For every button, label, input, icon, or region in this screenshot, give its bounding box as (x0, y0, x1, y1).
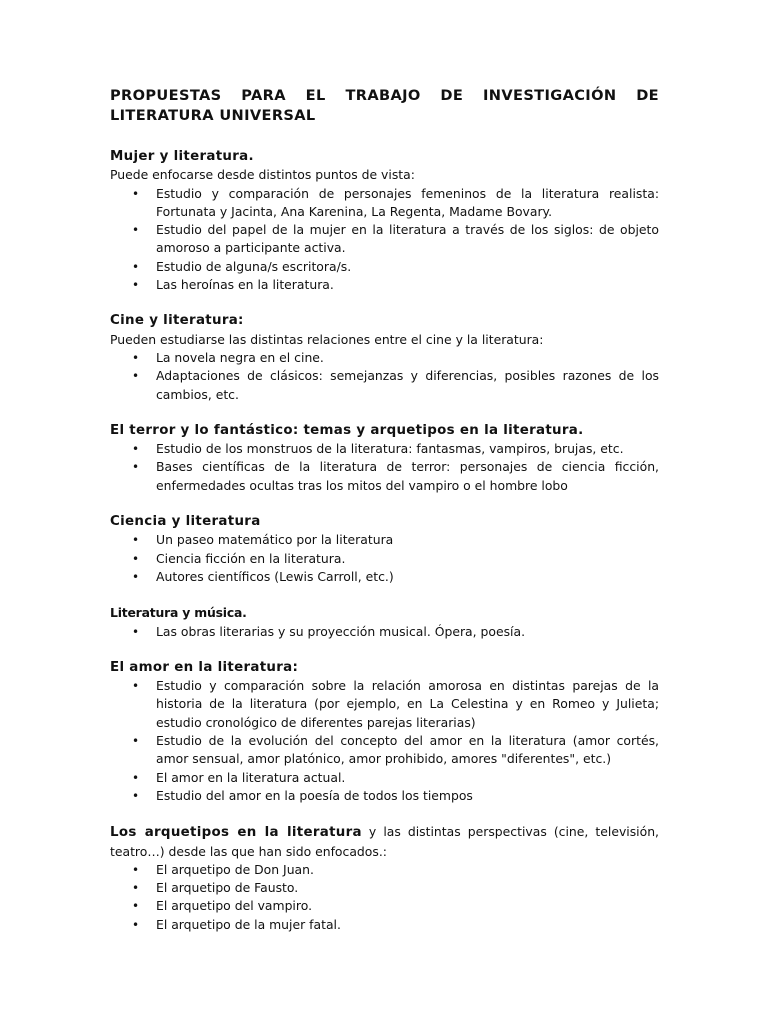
list-musica (110, 623, 659, 641)
list-item-text: La novela negra en el cine. (156, 349, 324, 365)
list-item (110, 568, 659, 586)
section-heading-ciencia: Ciencia y literatura (110, 514, 261, 530)
list-item-text: Estudio y comparación de personajes femeninos de la literatura realista: Fortunata y Jacinta, Ana Karenina, La Regenta, Madame Bovary. (156, 185, 659, 219)
list-item-text: Estudio y comparación sobre la relación amorosa en distintas parejas de la historia de la literatura (por ejemplo, en La Celestina y en Romeo y Julieta; estudio cronológico de diferentes parejas literarias) (156, 678, 659, 730)
section-amor (110, 659, 659, 805)
list-item-text: Estudio de la evolución del concepto del amor en la literatura (amor cortés, amor sensual, amor platónico, amor prohibido, amores "diferentes", etc.) (156, 733, 659, 767)
document-page (110, 86, 659, 934)
list-item (110, 879, 659, 897)
bullet-icon: • (132, 734, 140, 749)
list-item-text: El arquetipo de Fausto. (156, 880, 299, 896)
list-item (110, 769, 659, 787)
list-item (110, 623, 659, 641)
section-terror (110, 422, 659, 495)
bullet-icon: • (132, 917, 140, 932)
section-arquetipos (110, 823, 659, 934)
bullet-icon: • (132, 551, 140, 566)
section-intro-arquetipos (110, 823, 659, 861)
section-heading-mujer: Mujer y literatura. (110, 149, 254, 164)
bullet-icon: • (132, 460, 140, 475)
list-item-text: Estudio de alguna/s escritora/s. (156, 258, 352, 274)
bullet-icon: • (132, 569, 140, 584)
bullet-icon: • (132, 624, 140, 639)
bullet-icon: • (132, 679, 140, 694)
bullet-icon: • (132, 770, 140, 785)
bullet-icon: • (132, 369, 140, 384)
list-item (110, 787, 659, 805)
list-cine (110, 349, 659, 404)
list-item-text: Estudio de los monstruos de la literatura: fantasmas, vampiros, brujas, etc. (156, 441, 624, 457)
list-item (110, 367, 659, 404)
document-title: PROPUESTAS PARA EL TRABAJO DE INVESTIGACIÓN DE LITERATURA UNIVERSAL (110, 87, 659, 124)
bullet-icon: • (132, 788, 140, 803)
list-terror (110, 440, 659, 495)
list-item-text: Adaptaciones de clásicos: semejanzas y diferencias, posibles razones de los cambios, etc. (156, 368, 659, 402)
bullet-icon: • (132, 533, 140, 548)
section-intro-cine: Pueden estudiarse las distintas relaciones entre el cine y la literatura: (110, 331, 544, 347)
list-item-text: Ciencia ficción en la literatura. (156, 550, 346, 566)
list-item-text: El arquetipo del vampiro. (156, 898, 313, 914)
section-heading-arquetipos: Los arquetipos en la literatura (110, 825, 362, 841)
section-intro-text: y las distintas perspectivas (cine, televisión, teatro…) desde las que han sido enfocados.: (110, 824, 659, 859)
list-item (110, 550, 659, 568)
list-item (110, 185, 659, 222)
list-item (110, 732, 659, 769)
list-item (110, 276, 659, 294)
list-mujer (110, 185, 659, 295)
section-heading-amor: El amor en la literatura: (110, 659, 299, 675)
list-ciencia (110, 531, 659, 586)
list-arquetipos (110, 861, 659, 934)
list-item-text: Bases científicas de la literatura de terror: personajes de ciencia ficción, enfermedades ocultas tras los mitos del vampiro o el hombre lobo (156, 459, 659, 493)
bullet-icon: • (132, 350, 140, 365)
list-item-text: El arquetipo de la mujer fatal. (156, 916, 341, 932)
list-item (110, 258, 659, 276)
list-item-text: El amor en la literatura actual. (156, 769, 346, 785)
list-item (110, 458, 659, 495)
section-ciencia (110, 513, 659, 586)
section-cine (110, 312, 659, 403)
bullet-icon: • (132, 259, 140, 274)
bullet-icon: • (132, 186, 140, 201)
list-amor (110, 677, 659, 805)
bullet-icon: • (132, 442, 140, 457)
bullet-icon: • (132, 881, 140, 896)
list-item (110, 531, 659, 549)
section-heading-musica: Literatura y música. (110, 605, 247, 621)
list-item (110, 897, 659, 915)
list-item-text: Autores científicos (Lewis Carroll, etc.) (156, 568, 394, 584)
list-item-text: Un paseo matemático por la literatura (156, 532, 394, 548)
bullet-icon: • (132, 278, 140, 293)
list-item (110, 861, 659, 879)
list-item-text: El arquetipo de Don Juan. (156, 861, 314, 877)
list-item-text: Las heroínas en la literatura. (156, 277, 334, 293)
section-intro-mujer: Puede enfocarse desde distintos puntos de vista: (110, 167, 415, 183)
bullet-icon: • (132, 862, 140, 877)
section-heading-cine: Cine y literatura: (110, 313, 244, 329)
list-item-text: Estudio del amor en la poesía de todos los tiempos (156, 787, 473, 803)
list-item (110, 440, 659, 458)
section-musica (110, 604, 659, 641)
section-heading-terror: El terror y lo fantástico: temas y arquetipos en la literatura. (110, 422, 584, 438)
list-item (110, 221, 659, 258)
list-item-text: Estudio del papel de la mujer en la literatura a través de los siglos: de objeto amoroso a participante activa. (156, 222, 659, 256)
bullet-icon: • (132, 223, 140, 238)
section-mujer (110, 148, 659, 294)
list-item (110, 916, 659, 934)
bullet-icon: • (132, 899, 140, 914)
list-item (110, 349, 659, 367)
list-item (110, 677, 659, 732)
list-item-text: Las obras literarias y su proyección musical. Ópera, poesía. (156, 623, 526, 639)
